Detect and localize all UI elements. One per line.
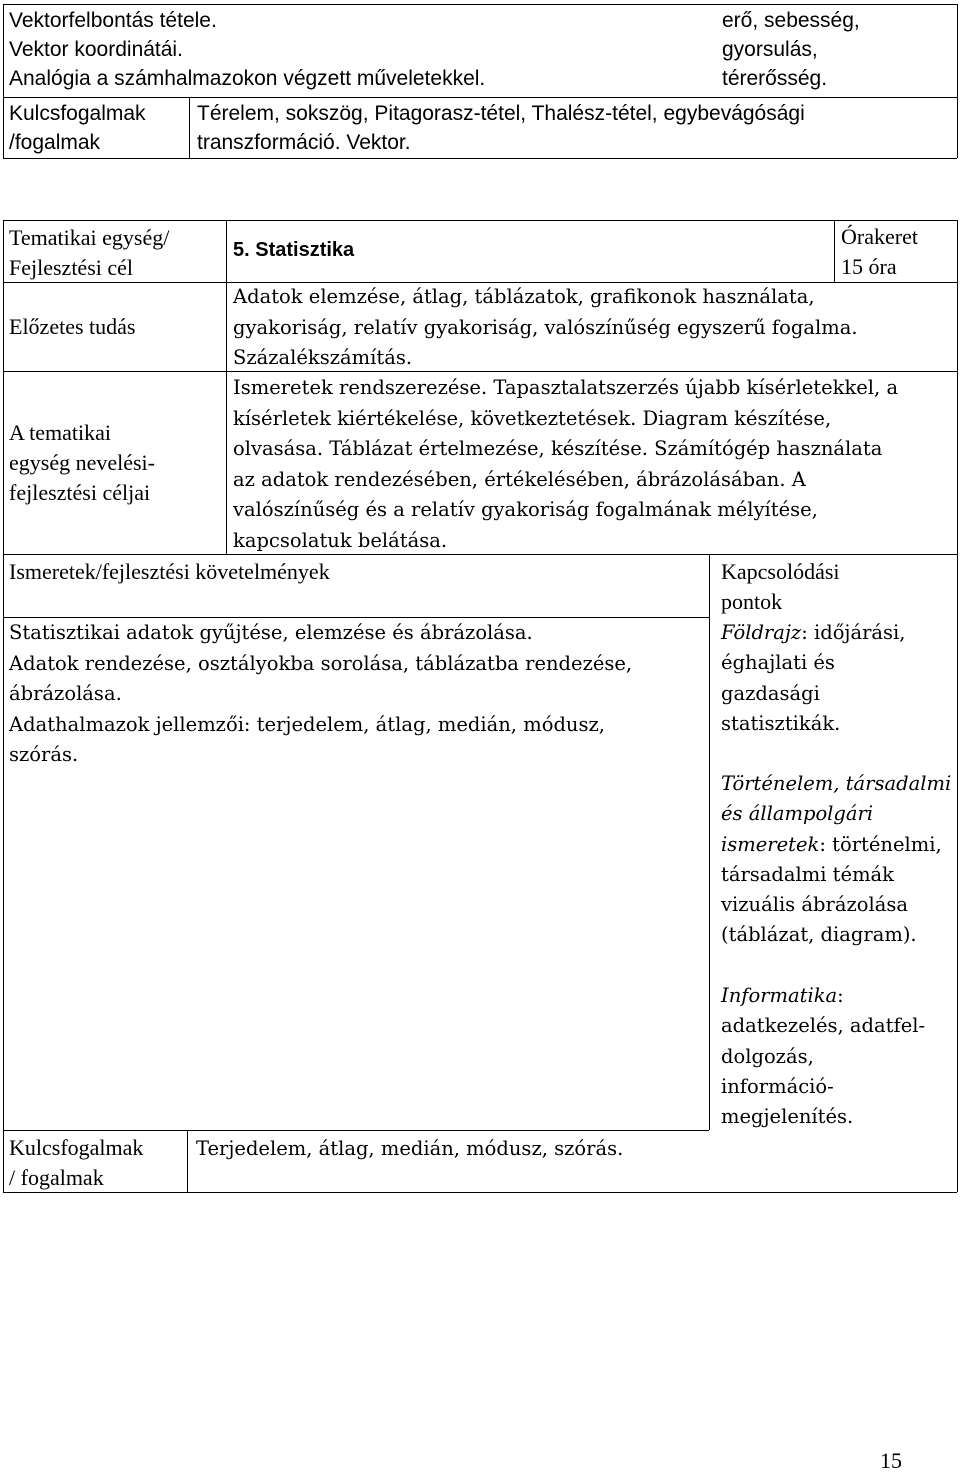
unit-label (9, 223, 169, 283)
connection-informatics (721, 981, 925, 1132)
text-line: Térelem, sokszög, Pitagorasz-tétel, Thalész-tétel, egybevágósági (197, 102, 805, 125)
text-line: szórás. (9, 743, 79, 766)
text-line: vizuális ábrázolása (721, 893, 908, 917)
text-line: kapcsolatuk belátása. (233, 528, 448, 552)
text-line: Kulcsfogalmak (9, 102, 146, 125)
text-line: adatkezelés, adatfel- (721, 1014, 926, 1038)
text-line: kísérletek kiértékelése, következtetések. Diagram készítése, (233, 406, 832, 430)
requirements-text (9, 618, 632, 771)
prior-knowledge-text (233, 282, 858, 374)
text-line: Fejlesztési cél (9, 255, 134, 280)
text-line: Adatok elemzése, átlag, táblázatok, grafikonok használata, (233, 285, 815, 308)
text-line: megjelenítés. (721, 1105, 854, 1129)
subject-name: Földrajz (721, 621, 802, 644)
subject-name: ismeretek (721, 832, 820, 856)
text-line (721, 618, 906, 648)
text-line: éghajlati és (721, 651, 835, 675)
text-line: fejlesztési céljai (9, 480, 151, 505)
orakeret-label: Órakeret (841, 224, 918, 249)
text-line: Kulcsfogalmak (9, 1135, 144, 1160)
text-line: transzformáció. Vektor. (197, 131, 411, 154)
top-kulcsfogalmak-label (9, 99, 146, 157)
text-line: /fogalmak (9, 131, 101, 154)
page-number: 15 (880, 1448, 902, 1473)
text-line: A tematikai (9, 420, 112, 445)
text-line: erő, sebesség, (722, 9, 860, 32)
unit-kulcsfogalmak-value: Terjedelem, átlag, medián, módusz, szórás. (196, 1137, 624, 1160)
text-line: (táblázat, diagram). (721, 923, 917, 947)
text-line: Ismeretek rendszerezése. Tapasztalatszerzés újabb kísérletekkel, a (233, 376, 899, 399)
text-fragment: : (837, 984, 844, 1007)
text-line: Vektor koordinátái. (9, 38, 183, 61)
text-line: statisztikák. (721, 711, 841, 735)
text-line: gazdasági (721, 681, 820, 705)
text-line: Vektorfelbontás tétele. (9, 9, 217, 32)
subject-name: és állampolgári (721, 802, 874, 826)
text-line: Tematikai egység/ (9, 225, 170, 250)
text-line: információ- (721, 1074, 834, 1098)
text-line: egység nevelési- (9, 450, 155, 475)
text-line (721, 981, 925, 1011)
text-line: az adatok rendezésében, értékelésében, ábrázolásában. A (233, 467, 806, 491)
text-line: valószínűség és a relatív gyakoriság fogalmának mélyítése, (233, 498, 818, 521)
text-line: Adathalmazok jellemzői: terjedelem, átlag, medián, módusz, (9, 712, 605, 736)
text-line: Analógia a számhalmazokon végzett műveletekkel. (9, 67, 486, 90)
text-line: társadalmi témák (721, 862, 894, 886)
connections-header (721, 557, 840, 617)
requirements-header: Ismeretek/fejlesztési követelmények (9, 559, 330, 584)
orakeret (841, 222, 918, 282)
goals-text (233, 373, 898, 556)
text-fragment: : történelmi, (819, 832, 942, 856)
text-line: gyakoriság, relatív gyakoriság, valószínűség egyszerű fogalma. (233, 315, 858, 339)
text-line: olvasása. Táblázat értelmezése, készítése. Számítógép használata (233, 437, 883, 460)
text-line (721, 830, 951, 860)
goals-label (9, 418, 155, 508)
prior-knowledge-label: Előzetes tudás (9, 314, 136, 339)
top-row-right-text (722, 6, 860, 93)
connection-geography (721, 618, 906, 739)
text-line: gyorsulás, (722, 38, 818, 61)
top-row-left-text (9, 6, 485, 93)
text-line: / fogalmak (9, 1165, 104, 1190)
text-line: térerősség. (722, 67, 828, 90)
text-line: Adatok rendezése, osztályokba sorolása, táblázatba rendezése, (9, 651, 633, 675)
top-kulcsfogalmak-value (197, 99, 805, 157)
subject-name: Informatika (721, 984, 838, 1007)
text-line: Százalékszámítás. (233, 346, 413, 369)
text-line: ábrázolása. (9, 682, 122, 705)
connection-history (721, 769, 951, 951)
unit-kulcsfogalmak-label (9, 1133, 143, 1193)
text-line: Statisztikai adatok gyűjtése, elemzése és ábrázolása. (9, 621, 533, 644)
text-line: pontok (721, 589, 783, 614)
subject-name: Történelem, társadalmi (721, 772, 952, 795)
text-line: dolgozás, (721, 1044, 814, 1068)
text-fragment: : időjárási, (801, 621, 906, 644)
text-line: Kapcsolódási (721, 559, 840, 584)
orakeret-value: 15 óra (841, 254, 897, 279)
unit-title: 5. Statisztika (233, 239, 355, 261)
